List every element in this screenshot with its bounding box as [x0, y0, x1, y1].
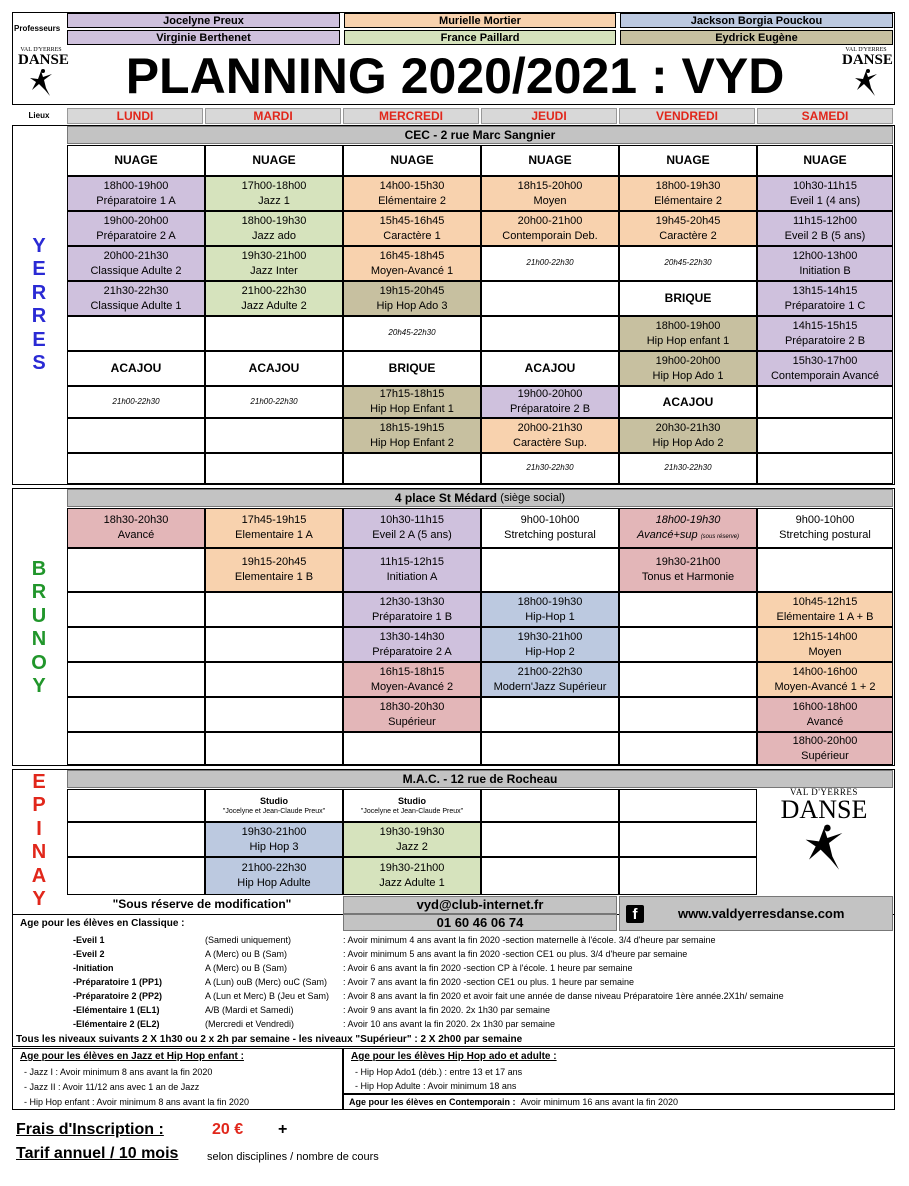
- dancer-icon: [26, 68, 56, 98]
- age-pp2: : Avoir 8 ans avant la fin 2020 et avoir fait une année de danse niveau Préparatoire 1ère année.2X1h/ semaine: [343, 991, 784, 1001]
- empty-cell: [67, 822, 205, 857]
- room-jeudi: NUAGE: [481, 145, 619, 176]
- empty-cell: [205, 453, 343, 484]
- room-mardi: NUAGE: [205, 145, 343, 176]
- level-el2: -Elémentaire 2 (EL2): [73, 1019, 160, 1029]
- empty-cell: [343, 732, 481, 765]
- empty-cell: [619, 662, 757, 697]
- course-cell: 12h15-14h00 Moyen: [757, 627, 893, 662]
- days-pp2: A (Lun et Merc) B (Jeu et Sam): [205, 991, 330, 1001]
- course-cell: 13h15-14h15 Préparatoire 1 C: [757, 281, 893, 316]
- empty-cell: [67, 789, 205, 822]
- course-cell: 18h00-19h30 Hip-Hop 1: [481, 592, 619, 627]
- course-cell: 9h00-10h00 Stretching postural: [757, 508, 893, 548]
- jazz-line: - Jazz II : Avoir 11/12 ans avec 1 an de Jazz: [24, 1082, 200, 1092]
- course-cell: 18h00-19h30 Elémentaire 2: [619, 176, 757, 211]
- course-cell: 21h30-22h30 Classique Adulte 1: [67, 281, 205, 316]
- days-el1: A/B (Mardi et Samedi): [205, 1005, 294, 1015]
- course-cell: 12h30-13h30 Préparatoire 1 B: [343, 592, 481, 627]
- time-note: 21h00-22h30: [205, 386, 343, 418]
- age-eveil2: : Avoir minimum 5 ans avant la fin 2020 -section CE1 ou plus. 3/4 d'heure par semaine: [343, 949, 688, 959]
- email[interactable]: vyd@club-internet.fr: [416, 897, 544, 912]
- course-cell: 9h00-10h00 Stretching postural: [481, 508, 619, 548]
- empty-cell: [481, 857, 619, 895]
- empty-cell: [757, 386, 893, 418]
- course-cell: 19h30-21h00 Tonus et Harmonie: [619, 548, 757, 592]
- frais-value: 20 €: [212, 1121, 244, 1138]
- hiphop-line: - Hip Hop Adulte : Avoir minimum 18 ans: [355, 1081, 517, 1091]
- empty-cell: [757, 548, 893, 592]
- empty-cell: [343, 453, 481, 484]
- city-brunoy: B R U N O Y: [31, 558, 47, 697]
- course-cell: 18h00-19h30 Avancé+sup (sous réserve): [619, 508, 757, 548]
- teacher-jackson: Jackson Borgia Pouckou: [620, 13, 893, 28]
- course-cell: 16h00-18h00 Avancé: [757, 697, 893, 732]
- course-cell: 18h30-20h30 Avancé: [67, 508, 205, 548]
- course-cell: 19h30-21h00 Hip-Hop 2: [481, 627, 619, 662]
- days-pp1: A (Lun) ouB (Merc) ouC (Sam): [205, 977, 328, 987]
- empty-cell: [67, 548, 205, 592]
- empty-cell: [205, 697, 343, 732]
- page-title: PLANNING 2020/2021 : VYD: [125, 48, 785, 104]
- empty-cell: [205, 732, 343, 765]
- course-cell: 14h00-15h30 Elémentaire 2: [343, 176, 481, 211]
- age-el2: : Avoir 10 ans avant la fin 2020. 2x 1h30 par semaine: [343, 1019, 555, 1029]
- day-vendredi: VENDREDI: [619, 108, 755, 124]
- time-note: 21h00-22h30: [481, 246, 619, 281]
- course-cell: 11h15-12h00 Eveil 2 B (5 ans): [757, 211, 893, 246]
- time-note: 20h45-22h30: [343, 316, 481, 351]
- room-samedi: NUAGE: [757, 145, 893, 176]
- location-brunoy: 4 place St Médard (siège social): [67, 489, 893, 507]
- teacher-jocelyne: Jocelyne Preux: [67, 13, 340, 28]
- reserve-note: "Sous réserve de modification": [112, 897, 292, 911]
- course-cell: 17h15-18h15 Hip Hop Enfant 1: [343, 386, 481, 418]
- empty-cell: [67, 418, 205, 453]
- days-initiation: A (Merc) ou B (Sam): [205, 963, 288, 973]
- room-mercredi-brique: BRIQUE: [343, 351, 481, 386]
- frais-plus: +: [278, 1121, 288, 1138]
- room-mercredi: NUAGE: [343, 145, 481, 176]
- empty-cell: [67, 592, 205, 627]
- course-cell: 11h15-12h15 Initiation A: [343, 548, 481, 592]
- course-cell: 21h00-22h30 Hip Hop Adulte: [205, 857, 343, 895]
- jazz-line: - Jazz I : Avoir minimum 8 ans avant la fin 2020: [24, 1067, 213, 1077]
- course-cell: 13h30-14h30 Préparatoire 2 A: [343, 627, 481, 662]
- frais-label: Frais d'Inscription :: [16, 1121, 164, 1138]
- empty-cell: [67, 662, 205, 697]
- course-cell: 19h00-20h00 Préparatoire 2 A: [67, 211, 205, 246]
- empty-cell: [619, 789, 757, 822]
- empty-cell: [67, 627, 205, 662]
- days-eveil1: (Samedi uniquement): [205, 935, 292, 945]
- logo-text-top: VAL D'YERRES: [20, 47, 62, 53]
- room-jeudi-acajou: ACAJOU: [481, 351, 619, 386]
- lieux-label: Lieux: [28, 111, 50, 120]
- course-cell: 19h45-20h45 Caractère 2: [619, 211, 757, 246]
- course-cell: 19h15-20h45 Elementaire 1 B: [205, 548, 343, 592]
- teacher-virginie: Virginie Berthenet: [67, 30, 340, 45]
- location-yerres: CEC - 2 rue Marc Sangnier: [67, 126, 893, 144]
- empty-cell: [619, 732, 757, 765]
- empty-cell: [619, 822, 757, 857]
- teacher-france: France Paillard: [344, 30, 616, 45]
- location-epinay: M.A.C. - 12 rue de Rocheau: [67, 770, 893, 788]
- logo-big: [778, 787, 870, 877]
- empty-cell: [67, 316, 205, 351]
- course-cell: 18h15-20h00 Moyen: [481, 176, 619, 211]
- course-cell: 18h00-19h00 Préparatoire 1 A: [67, 176, 205, 211]
- course-cell: 19h30-21h00 Hip Hop 3: [205, 822, 343, 857]
- age-pp1: : Avoir 7 ans avant la fin 2020 -section CE1 ou plus. 1 heure par semaine: [343, 977, 635, 987]
- niveaux-note: Tous les niveaux suivants 2 X 1h30 ou 2 x 2h par semaine - les niveaux "Supérieur" : 2 X 2h00 par semaine: [16, 1034, 523, 1045]
- time-note: 21h30-22h30: [481, 453, 619, 484]
- dancer-icon: [851, 68, 881, 98]
- course-cell: 19h30-19h30 Jazz 2: [343, 822, 481, 857]
- studio-label: Studio "Jocelyne et Jean-Claude Preux": [343, 789, 481, 822]
- jazz-line: - Hip Hop enfant : Avoir minimum 8 ans avant la fin 2020: [24, 1097, 249, 1107]
- logo-left: [18, 47, 69, 103]
- room-vendredi: NUAGE: [619, 145, 757, 176]
- level-eveil1: -Eveil 1: [73, 935, 105, 945]
- tarif-value: selon disciplines / nombre de cours: [207, 1151, 379, 1163]
- course-cell: 16h45-18h45 Moyen-Avancé 1: [343, 246, 481, 281]
- course-cell: 18h00-19h00 Hip Hop enfant 1: [619, 316, 757, 351]
- room-lundi-acajou: ACAJOU: [67, 351, 205, 386]
- empty-cell: [619, 697, 757, 732]
- day-jeudi: JEUDI: [481, 108, 617, 124]
- empty-cell: [619, 627, 757, 662]
- course-cell: 20h00-21h00 Contemporain Deb.: [481, 211, 619, 246]
- age-eveil1: : Avoir minimum 4 ans avant la fin 2020 -section maternelle à l'école. 3/4 d'heure par semaine: [343, 935, 716, 945]
- logo-text-top: VAL D'YERRES: [845, 47, 887, 53]
- course-cell: 19h00-20h00 Hip Hop Ado 1: [619, 351, 757, 386]
- empty-cell: [67, 697, 205, 732]
- course-cell: 17h00-18h00 Jazz 1: [205, 176, 343, 211]
- email-box: [343, 896, 617, 914]
- course-cell: 17h45-19h15 Elementaire 1 A: [205, 508, 343, 548]
- website[interactable]: www.valdyerresdanse.com: [678, 906, 845, 921]
- teacher-murielle: Murielle Mortier: [344, 13, 616, 28]
- time-note: 21h00-22h30: [67, 386, 205, 418]
- course-cell: 10h30-11h15 Eveil 1 (4 ans): [757, 176, 893, 211]
- course-cell: 20h30-21h30 Hip Hop Ado 2: [619, 418, 757, 453]
- city-epinay: E P I N A Y: [31, 771, 47, 910]
- empty-cell: [67, 732, 205, 765]
- course-cell: 19h30-21h00 Jazz Adulte 1: [343, 857, 481, 895]
- day-mercredi: MERCREDI: [343, 108, 479, 124]
- empty-cell: [481, 281, 619, 316]
- age-initiation: : Avoir 6 ans avant la fin 2020 -section CP à l'école. 1 heure par semaine: [343, 963, 633, 973]
- empty-cell: [205, 418, 343, 453]
- course-cell: 19h00-20h00 Préparatoire 2 B: [481, 386, 619, 418]
- empty-cell: [67, 857, 205, 895]
- logo-right: [842, 47, 893, 103]
- day-mardi: MARDI: [205, 108, 341, 124]
- course-cell: 10h45-12h15 Elémentaire 1 A + B: [757, 592, 893, 627]
- empty-cell: [481, 697, 619, 732]
- course-cell: 15h30-17h00 Contemporain Avancé: [757, 351, 893, 386]
- time-note: 21h30-22h30: [619, 453, 757, 484]
- course-cell: 20h00-21h30 Classique Adulte 2: [67, 246, 205, 281]
- level-el1: -Elémentaire 1 (EL1): [73, 1005, 160, 1015]
- empty-cell: [481, 316, 619, 351]
- course-cell: 10h30-11h15 Eveil 2 A (5 ans): [343, 508, 481, 548]
- professeurs-label: Professeurs: [14, 24, 61, 33]
- room-vendredi-acajou: ACAJOU: [619, 386, 757, 418]
- hiphop-line: - Hip Hop Ado1 (déb.) : entre 13 et 17 ans: [355, 1067, 523, 1077]
- facebook-icon[interactable]: f: [626, 905, 644, 923]
- empty-cell: [481, 822, 619, 857]
- days-el2: (Mercredi et Vendredi): [205, 1019, 295, 1029]
- age-el1: : Avoir 9 ans avant la fin 2020. 2x 1h30 par semaine: [343, 1005, 550, 1015]
- city-yerres: Y E R R E S: [31, 235, 47, 374]
- course-cell: 16h15-18h15 Moyen-Avancé 2: [343, 662, 481, 697]
- empty-cell: [619, 592, 757, 627]
- course-cell: 18h30-20h30 Supérieur: [343, 697, 481, 732]
- level-initiation: -Initiation: [73, 963, 114, 973]
- room-mardi-acajou: ACAJOU: [205, 351, 343, 386]
- dancer-icon: [799, 823, 849, 873]
- time-note: 20h45-22h30: [619, 246, 757, 281]
- jazz-title: Age pour les élèves en Jazz et Hip Hop enfant :: [20, 1051, 244, 1062]
- day-samedi: SAMEDI: [757, 108, 893, 124]
- course-cell: 19h15-20h45 Hip Hop Ado 3: [343, 281, 481, 316]
- contemporain-title: Age pour les élèves en Contemporain : Avoir minimum 16 ans avant la fin 2020: [349, 1097, 678, 1107]
- hiphop-title: Age pour les élèves Hip Hop ado et adulte :: [351, 1051, 557, 1062]
- course-cell: 20h00-21h30 Caractère Sup.: [481, 418, 619, 453]
- day-lundi: LUNDI: [67, 108, 203, 124]
- course-cell: 18h00-20h00 Supérieur: [757, 732, 893, 765]
- course-cell: 12h00-13h00 Initiation B: [757, 246, 893, 281]
- room-lundi: NUAGE: [67, 145, 205, 176]
- empty-cell: [205, 316, 343, 351]
- teacher-eydrick: Eydrick Eugène: [620, 30, 893, 45]
- empty-cell: [757, 453, 893, 484]
- empty-cell: [481, 789, 619, 822]
- course-cell: 21h00-22h30 Jazz Adulte 2: [205, 281, 343, 316]
- room-vendredi-brique: BRIQUE: [619, 281, 757, 316]
- empty-cell: [67, 453, 205, 484]
- logo-text-main: DANSE: [18, 52, 69, 68]
- course-cell: 18h15-19h15 Hip Hop Enfant 2: [343, 418, 481, 453]
- course-cell: 18h00-19h30 Jazz ado: [205, 211, 343, 246]
- empty-cell: [205, 662, 343, 697]
- phone[interactable]: 01 60 46 06 74: [436, 915, 524, 930]
- course-cell: 19h30-21h00 Jazz Inter: [205, 246, 343, 281]
- empty-cell: [205, 627, 343, 662]
- logo-text-top: VAL D'YERRES: [790, 787, 858, 797]
- studio-label: Studio "Jocelyne et Jean-Claude Preux": [205, 789, 343, 822]
- level-pp2: -Préparatoire 2 (PP2): [73, 991, 163, 1001]
- empty-cell: [757, 418, 893, 453]
- logo-text-main: DANSE: [780, 795, 868, 824]
- course-cell: 15h45-16h45 Caractère 1: [343, 211, 481, 246]
- empty-cell: [205, 592, 343, 627]
- empty-cell: [481, 548, 619, 592]
- days-eveil2: A (Merc) ou B (Sam): [205, 949, 288, 959]
- empty-cell: [481, 732, 619, 765]
- logo-text-main: DANSE: [842, 52, 893, 68]
- empty-cell: [619, 857, 757, 895]
- tarif-label: Tarif annuel / 10 mois: [16, 1145, 179, 1162]
- classique-title: Age pour les élèves en Classique :: [20, 918, 185, 929]
- course-cell: 21h00-22h30 Modern'Jazz Supérieur: [481, 662, 619, 697]
- level-eveil2: -Eveil 2: [73, 949, 105, 959]
- level-pp1: -Préparatoire 1 (PP1): [73, 977, 163, 987]
- course-cell: 14h15-15h15 Préparatoire 2 B: [757, 316, 893, 351]
- course-cell: 14h00-16h00 Moyen-Avancé 1 + 2: [757, 662, 893, 697]
